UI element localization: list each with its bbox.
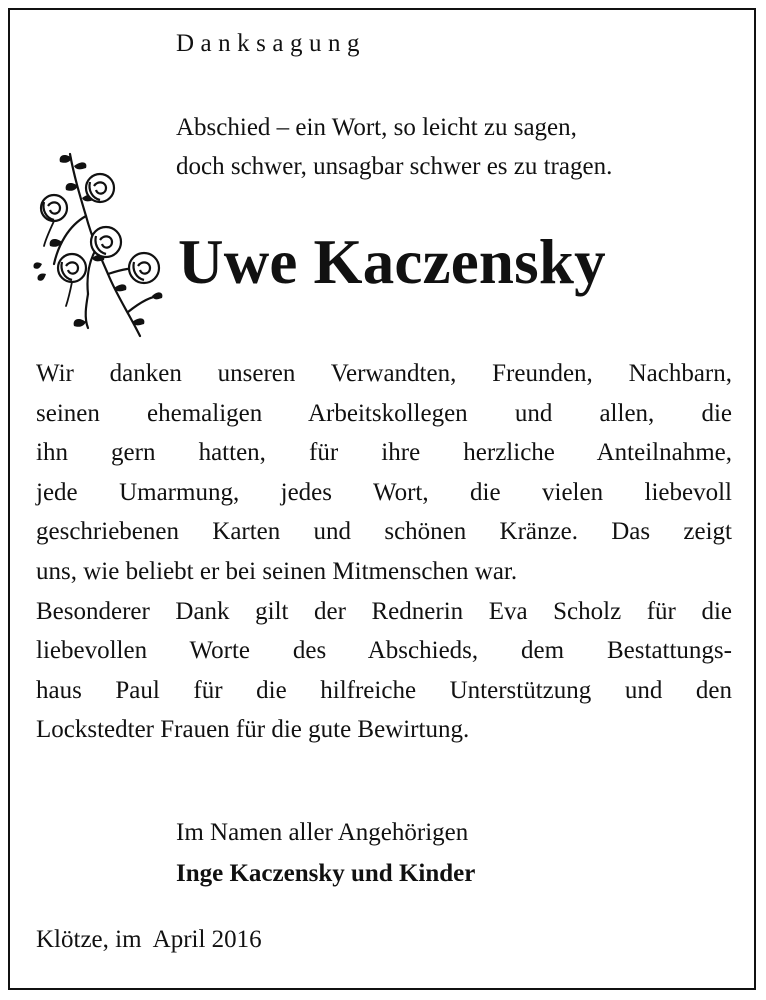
signature-names: Inge Kaczensky und Kinder [176, 860, 476, 887]
roses-icon [28, 146, 176, 342]
deceased-name: Uwe Kaczensky [178, 227, 606, 297]
thanks-line: jede Umarmung, jedes Wort, die vielen liebevoll [36, 478, 732, 506]
memorial-verse [176, 108, 612, 186]
notice-heading: Danksagung [176, 30, 366, 57]
signature-block [176, 812, 475, 894]
thanks-line: geschriebenen Karten und schönen Kränze. Das zeigt [36, 518, 732, 546]
thanks-line: uns, wie beliebt er bei seinen Mitmenschen war. [36, 557, 518, 585]
thanks-paragraph [36, 354, 732, 750]
verse-line-2: doch schwer, unsagbar schwer es zu tragen. [176, 153, 613, 180]
thanks-line: haus Paul für die hilfreiche Unterstützung und den [36, 676, 732, 704]
place-date: Klötze, im April 2016 [36, 926, 262, 953]
thanks-line: Besonderer Dank gilt der Rednerin Eva Scholz für die [36, 597, 732, 625]
signature-intro: Im Namen aller Angehörigen [176, 819, 469, 846]
verse-line-1: Abschied – ein Wort, so leicht zu sagen, [176, 114, 577, 141]
thanks-line: Wir danken unseren Verwandten, Freunden, Nachbarn, [36, 360, 732, 387]
thanks-line: ihn gern hatten, für ihre herzliche Anteilnahme, [36, 439, 732, 467]
thanks-line: liebevollen Worte des Abschieds, dem Bestattungs- [36, 637, 732, 665]
thanks-line: seinen ehemaligen Arbeitskollegen und allen, die [36, 399, 732, 427]
thanks-line: Lockstedter Frauen für die gute Bewirtung. [36, 716, 470, 744]
